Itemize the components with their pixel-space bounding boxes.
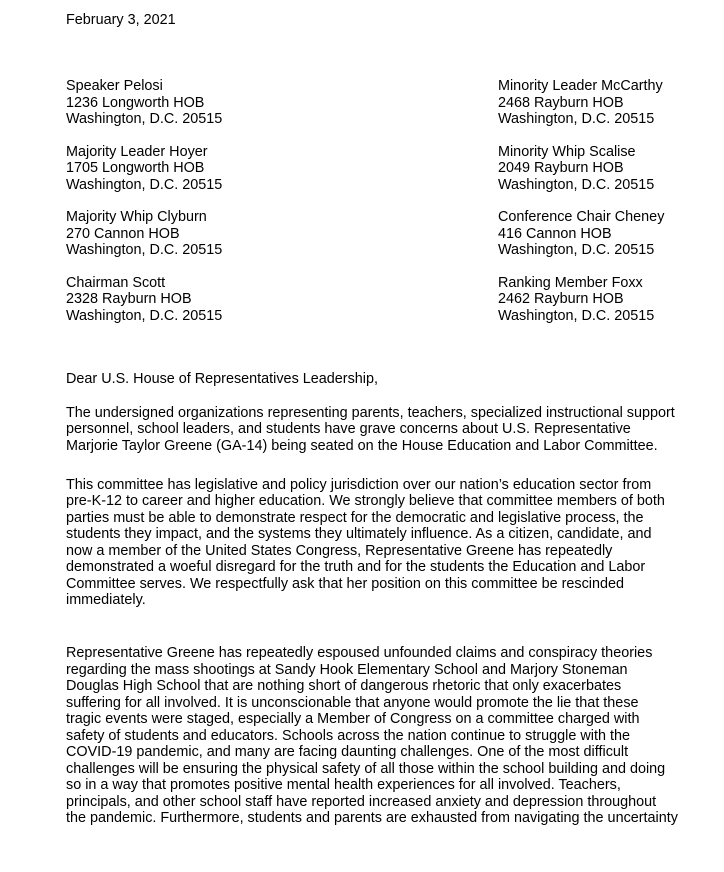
salutation: Dear U.S. House of Representatives Leadership, bbox=[66, 371, 378, 387]
recipient-office: 1236 Longworth HOB bbox=[66, 94, 205, 111]
recipient-name: Chairman Scott bbox=[66, 274, 166, 291]
recipient-city: Washington, D.C. 20515 bbox=[498, 242, 655, 258]
recipient-address-block bbox=[498, 275, 664, 341]
body-paragraph-claims bbox=[66, 645, 698, 827]
recipient-office: 2462 Rayburn HOB bbox=[498, 291, 624, 307]
paragraph-line: demonstrated a woeful disregard for the truth and for the students the Education and Labor bbox=[66, 559, 646, 575]
paragraph-line: COVID-19 pandemic, and many are facing daunting challenges. One of the most difficult bbox=[66, 744, 629, 760]
paragraph-line: The undersigned organizations representing parents, teachers, specialized instructional support bbox=[66, 404, 675, 421]
recipient-office: 270 Cannon HOB bbox=[66, 225, 180, 242]
recipient-city: Washington, D.C. 20515 bbox=[66, 111, 223, 127]
paragraph-line: safety of students and educators. Schools across the nation continue to struggle with the bbox=[66, 727, 630, 744]
letter-date: February 3, 2021 bbox=[66, 12, 176, 28]
paragraph-line: pre-K-12 to career and higher education. We strongly believe that committee members of both bbox=[66, 493, 665, 509]
paragraph-line: This committee has legislative and policy jurisdiction over our nation’s education sector from bbox=[66, 476, 652, 493]
recipient-office: 1705 Longworth HOB bbox=[66, 160, 205, 176]
recipient-city: Washington, D.C. 20515 bbox=[66, 307, 223, 324]
body-paragraph-jurisdiction bbox=[66, 477, 698, 609]
recipient-city: Washington, D.C. 20515 bbox=[66, 242, 223, 258]
recipient-name: Majority Whip Clyburn bbox=[66, 209, 207, 225]
recipients-left-column bbox=[66, 78, 222, 340]
recipient-office: 2468 Rayburn HOB bbox=[498, 94, 624, 111]
recipient-name: Ranking Member Foxx bbox=[498, 274, 643, 291]
recipient-office: 2049 Rayburn HOB bbox=[498, 160, 624, 176]
recipient-city: Washington, D.C. 20515 bbox=[498, 176, 655, 193]
paragraph-line: Representative Greene has repeatedly espoused unfounded claims and conspiracy theories bbox=[66, 645, 653, 661]
recipient-address-block bbox=[66, 144, 222, 210]
recipient-address-block bbox=[66, 209, 222, 275]
paragraph-line: Marjorie Taylor Greene (GA-14) being seated on the House Education and Labor Committee. bbox=[66, 437, 658, 454]
paragraph-line: regarding the mass shootings at Sandy Hook Elementary School and Marjory Stoneman bbox=[66, 661, 628, 678]
paragraph-line: personnel, school leaders, and students have grave concerns about U.S. Representative bbox=[66, 421, 631, 437]
paragraph-line: challenges will be ensuring the physical safety of all those within the school building and doing bbox=[66, 760, 666, 777]
recipient-name: Majority Leader Hoyer bbox=[66, 143, 208, 160]
paragraph-line: suffering for all involved. It is unconscionable that anyone would promote the lie that these bbox=[66, 694, 639, 711]
paragraph-line: so in a way that promotes positive mental health experiences for all involved. Teachers, bbox=[66, 777, 621, 793]
recipient-office: 2328 Rayburn HOB bbox=[66, 291, 192, 307]
recipient-office: 416 Cannon HOB bbox=[498, 225, 612, 242]
paragraph-line: parties must be able to demonstrate respect for the democratic and legislative process, the bbox=[66, 509, 644, 526]
paragraph-line: the pandemic. Furthermore, students and parents are exhausted from navigating the uncertainty bbox=[66, 810, 678, 826]
paragraph-line: tragic events were staged, especially a Member of Congress on a committee charged with bbox=[66, 711, 640, 727]
recipients-right-column bbox=[498, 78, 664, 340]
recipient-address-block bbox=[498, 78, 664, 144]
paragraph-line: Committee serves. We respectfully ask that her position on this committee be rescinded bbox=[66, 575, 625, 592]
recipient-name: Conference Chair Cheney bbox=[498, 209, 665, 225]
recipient-city: Washington, D.C. 20515 bbox=[498, 307, 655, 324]
recipient-address-block bbox=[66, 275, 222, 341]
recipient-address-block bbox=[498, 144, 664, 210]
paragraph-line: now a member of the United States Congress, Representative Greene has repeatedly bbox=[66, 542, 613, 559]
recipient-address-block bbox=[498, 209, 664, 275]
recipient-name: Minority Whip Scalise bbox=[498, 143, 636, 160]
recipient-city: Washington, D.C. 20515 bbox=[66, 176, 223, 193]
recipient-city: Washington, D.C. 20515 bbox=[498, 111, 655, 127]
paragraph-line: principals, and other school staff have reported increased anxiety and depression throughout bbox=[66, 793, 657, 810]
paragraph-line: immediately. bbox=[66, 592, 146, 608]
recipient-address-block bbox=[66, 78, 222, 144]
paragraph-line: students they impact, and the systems they ultimately influence. As a citizen, candidate, and bbox=[66, 526, 652, 542]
paragraph-line: Douglas High School that are nothing short of dangerous rhetoric that only exacerbates bbox=[66, 678, 622, 694]
recipient-name: Minority Leader McCarthy bbox=[498, 78, 663, 94]
body-paragraph-concerns bbox=[66, 405, 698, 455]
recipient-name: Speaker Pelosi bbox=[66, 78, 163, 94]
